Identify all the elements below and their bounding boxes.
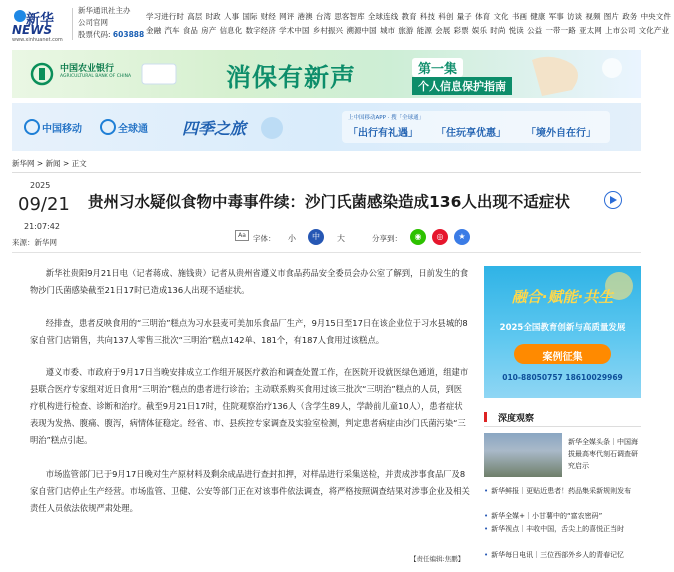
nav-link[interactable]: 信息化 [219, 26, 243, 35]
breadcrumb-divider [12, 172, 641, 173]
nav-link[interactable]: 学术中国 [279, 26, 310, 35]
nav-link[interactable]: 旅游 [398, 26, 414, 35]
breadcrumb-separator: > [34, 159, 46, 168]
feature-thumbnail[interactable] [484, 433, 562, 477]
nav-link[interactable]: 公益 [527, 26, 543, 35]
font-small-option[interactable]: 小 [288, 234, 296, 243]
qzone-share-icon[interactable]: ★ [454, 229, 470, 245]
font-size-label: 字体： [253, 234, 276, 243]
top-nav-row-1 [146, 11, 674, 22]
nav-link[interactable]: 网评 [279, 12, 295, 21]
sidebar-list-item[interactable] [484, 523, 641, 535]
logo-url: www.xinhuanet.com [12, 37, 63, 43]
logo-en-text: NEWS [12, 23, 53, 37]
nav-link[interactable]: 汽车 [164, 26, 180, 35]
abc-ad-banner[interactable] [12, 50, 641, 98]
stock-label: 股票代码: [78, 30, 111, 39]
nav-link[interactable]: 政务 [622, 12, 638, 21]
nav-link[interactable]: 房产 [201, 26, 217, 35]
nav-link[interactable]: 教育 [401, 12, 417, 21]
read-aloud-speaker-icon[interactable] [604, 191, 622, 209]
nav-link[interactable]: 图片 [603, 12, 619, 21]
nav-link[interactable]: 全球连线 [367, 12, 399, 21]
article-header-divider [12, 252, 641, 253]
nav-link[interactable]: 溯源中国 [346, 26, 377, 35]
abc-bank-en: AGRICULTURAL BANK OF CHINA [60, 74, 132, 79]
weibo-share-icon[interactable]: ◎ [432, 229, 448, 245]
nav-link[interactable]: 中央文件 [640, 12, 671, 21]
nav-link[interactable]: 体育 [475, 12, 491, 21]
nav-link[interactable]: 金融 [146, 26, 162, 35]
nav-link[interactable]: 访谈 [567, 12, 583, 21]
deep-observation-heading [484, 411, 534, 424]
nav-link[interactable]: 台湾 [315, 12, 332, 21]
deep-observation-title: 深度观察 [498, 414, 535, 424]
feature-caption[interactable]: 新华全媒头条｜中国海拔最高枣代刻石调查研究启示 [568, 438, 638, 470]
education-ad[interactable] [484, 266, 641, 398]
nav-link[interactable]: 思客智库 [334, 12, 365, 21]
breadcrumb-separator: > [60, 159, 72, 168]
nav-link[interactable]: 时尚 [490, 26, 506, 35]
cloud-icon [602, 58, 622, 78]
company-line-1: 新华通讯社主办 [78, 6, 131, 15]
list-item-text[interactable]: 新华视点｜丰收中国，舌尖上的喜悦正当时 [491, 525, 625, 533]
sidebar-list-item[interactable] [484, 510, 641, 522]
brand-china-mobile: 中国移动 [42, 124, 82, 135]
ad-cta-button[interactable]: 案例征集 [542, 352, 583, 363]
stock-code[interactable]: 603888 [112, 30, 145, 39]
nav-link[interactable]: 健康 [530, 12, 546, 21]
nav-link[interactable]: 彩票 [453, 26, 469, 35]
article-time: 21:07:42 [24, 222, 60, 231]
nav-link[interactable]: 人事 [223, 12, 240, 21]
article-year: 2025 [30, 181, 51, 190]
top-nav-row-2 [146, 25, 672, 36]
list-item-text[interactable]: 新华每日电讯｜三位西部外乡人的青春记忆 [491, 551, 625, 559]
nav-link[interactable]: 国际 [242, 12, 258, 21]
nav-link[interactable]: 乡村振兴 [312, 26, 344, 35]
nav-link[interactable]: 量子 [456, 12, 472, 21]
nav-link[interactable]: 学习进行时 [146, 12, 184, 21]
font-size-icon: Aa [235, 230, 249, 241]
nav-link[interactable]: 视频 [585, 12, 601, 21]
sidebar-divider [484, 426, 641, 427]
breadcrumb-news[interactable]: 新闻 [45, 159, 61, 168]
ad-subline: 个人信息保护指南 [412, 77, 512, 95]
app-hint: 上中国移动APP · 搜「全球通」 [348, 115, 425, 121]
breadcrumb-current: 正文 [71, 159, 87, 168]
breadcrumb-home[interactable]: 新华网 [12, 159, 35, 168]
list-item-text[interactable]: 新华全媒+｜小甘薯中的“富农密码” [491, 512, 603, 520]
company-line-2[interactable]: 公司官网 [78, 18, 108, 27]
offer-stay: 「住玩享优惠」 [436, 128, 506, 139]
nav-link[interactable]: 上市公司 [605, 26, 636, 35]
nav-link[interactable]: 会展 [435, 26, 451, 35]
global-pass-logo-icon [101, 120, 115, 134]
abc-logo-mark [39, 68, 45, 80]
offer-abroad: 「境外自在行」 [526, 128, 596, 139]
xinhua-mini-logo-icon [142, 64, 176, 84]
share-label: 分享到： [372, 234, 402, 243]
ad-episode-tag: 第一集 [412, 58, 463, 77]
logo-globe-icon [14, 10, 26, 22]
article-paragraph-1: 新华社贵阳9月21日电（记者蒋成、施钱贵）记者从贵州省遵义市食品药品安全委员会办公室了解到，日前发生的食物沙门氏菌感染截至21日17时已造成136人出现不适症状。 [30, 268, 469, 295]
nav-link[interactable]: 娱乐 [471, 26, 488, 35]
ad-slogan: 四季之旅 [182, 119, 247, 138]
globe-decoration-icon [261, 117, 283, 139]
stock-info [78, 29, 144, 41]
nav-link[interactable]: 亚太网 [579, 26, 602, 35]
nav-link[interactable]: 书画 [511, 12, 528, 21]
nav-link[interactable]: 悦读 [508, 26, 524, 35]
nav-link[interactable]: 科技 [419, 12, 436, 21]
nav-link[interactable]: 文化产业 [638, 26, 670, 35]
nav-link[interactable]: 科创 [438, 12, 454, 21]
cartoon-figure-icon [532, 57, 578, 96]
company-info [78, 5, 144, 41]
nav-link[interactable]: 一带一路 [545, 26, 576, 35]
nav-link[interactable]: 数字经济 [245, 26, 276, 35]
china-mobile-logo-icon [25, 120, 39, 134]
nav-link[interactable]: 港澳 [297, 12, 313, 21]
logo-cn-text: 新华 [26, 12, 54, 28]
article-source: 来源：新华网 [12, 238, 57, 247]
wechat-share-icon[interactable]: ◉ [410, 229, 426, 245]
nav-link[interactable]: 文化 [493, 12, 509, 21]
article-date: 09/21 [18, 194, 70, 215]
ad-phones: 010-88050757 18610029969 [502, 373, 623, 382]
list-item-text[interactable]: 新华鲜报｜更贴近患者！药品集采新规则发布 [491, 487, 632, 495]
nav-link[interactable]: 时政 [205, 12, 221, 21]
sidebar-list-item[interactable] [484, 549, 641, 561]
nav-link[interactable]: 军事 [548, 12, 564, 21]
font-medium-option[interactable]: 中 [308, 229, 324, 245]
header-divider [72, 8, 73, 40]
responsible-editor: 【责任编辑:焦鹏】 [410, 555, 465, 563]
article-paragraph-3: 遵义市委、市政府于9月17日当晚安排成立工作组开展医疗救治和调查处置工作，在医院开设就医绿色通道，组建市县联合医疗专家组对近日食用“三明治”糕点的患者进行诊治；主动联系购买食用过该三批次“三明治”糕点的人员，到医疗机构进行检查、诊断和治疗。截至9月21日17时，住院观察治疗136人（含学生89人，学龄前儿童10人），患者症状表现为发热、腹痛、腹泻，病情体征稳定。经省、市、县疾控专家调查及实验室检测，判定患者病症由沙门氏菌污染“三明治”糕点引起。 [30, 367, 469, 445]
article-paragraph-4: 市场监管部门已于9月17日晚对生产原材料及剩余成品进行查封扣押，对样品进行采集送检，并责成涉事食品厂及8家自营门店停止生产经营。市场监管、卫健、公安等部门正在对该事件依法调查，将严格按照调查结果对涉事企业及相关责任人员依法依规严肃处理。 [30, 469, 470, 513]
article-title: 贵州习水疑似食物中毒事件续：沙门氏菌感染造成136人出现不适症状 [88, 193, 570, 211]
xinhua-logo[interactable] [12, 6, 72, 43]
abc-bank-name: 中国农业银行 [60, 64, 115, 74]
brand-global-pass: 全球通 [118, 124, 148, 135]
article-paragraph-2: 经排查，患者反映食用的“三明治”糕点为习水县麦可美加乐食品厂生产，9月15日至17日在该企业位于习水县城的8家自营门店销售，共向137人零售三批次“三明治”糕点142单、181个，有187人食用过该糕点。 [30, 318, 468, 345]
nav-link[interactable]: 高层 [187, 12, 203, 21]
nav-link[interactable]: 城市 [379, 26, 396, 35]
ad-subtitle: 2025全国教育创新与高质量发展 [499, 323, 626, 333]
ad-headline: 消保有新声 [226, 63, 357, 92]
sidebar-list-item[interactable] [484, 485, 641, 497]
nav-link[interactable]: 能源 [416, 26, 432, 35]
font-large-option[interactable]: 大 [337, 234, 345, 243]
nav-link[interactable]: 食品 [182, 26, 198, 35]
ad-title: 融合·赋能·共生 [511, 288, 614, 306]
breadcrumb [12, 158, 87, 169]
china-mobile-ad-banner[interactable] [12, 103, 641, 151]
offer-travel: 「出行有礼遇」 [348, 128, 418, 139]
nav-link[interactable]: 财经 [260, 12, 276, 21]
